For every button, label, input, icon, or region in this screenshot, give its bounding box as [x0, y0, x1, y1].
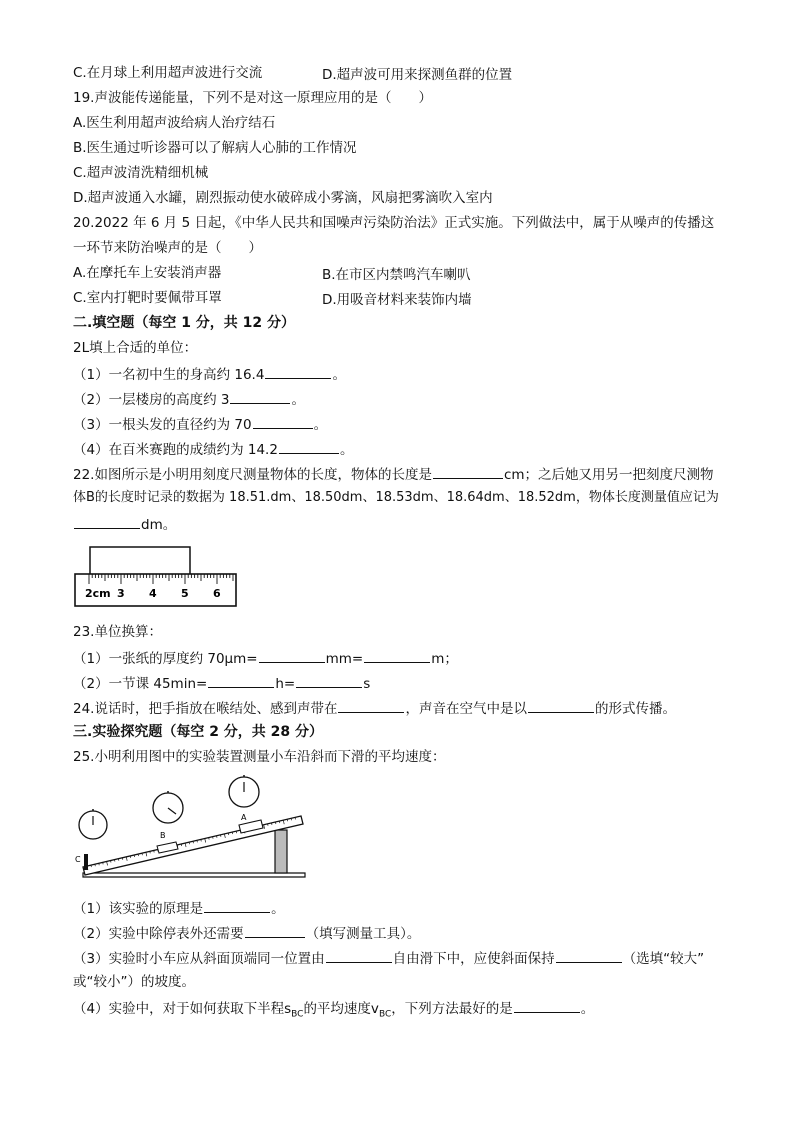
- stopwatch-icon-a: [229, 775, 259, 807]
- q20-stem-line1: 20.2022 年 6 月 5 日起，《中华人民共和国噪声污染防治法》正式实施。下列做法中，属于从噪声的传播这: [73, 215, 715, 231]
- q20-option-a: A.在摩托车上安装消声器: [73, 265, 222, 281]
- q21-stem: 2L填上合适的单位：: [73, 340, 198, 356]
- q23-item-2-mid: h=: [275, 676, 296, 692]
- incline-ruler: [83, 816, 303, 875]
- q25-item-4: [73, 997, 594, 1025]
- q21-item-1-text: （1）一名初中生的身高约 16.4: [73, 367, 265, 383]
- q24-text-1: 24.说话时，把手指放在喉结处、感到声带在: [73, 701, 338, 717]
- q25-item-2: [73, 922, 420, 944]
- q25-sub-bc-2: BC: [378, 1009, 392, 1020]
- section-fill-in-title: 二.填空题（每空 1 分，共 12 分）: [73, 315, 296, 331]
- q23-blank-1[interactable]: [259, 647, 325, 663]
- q24-text-3: 的形式传播。: [594, 701, 676, 717]
- ruler-label-3: 3: [117, 587, 125, 600]
- q22-line1: [73, 463, 714, 485]
- q21-item-2: [73, 388, 305, 410]
- q22-text-2: cm；之后她又用另一把刻度尺测物: [503, 467, 714, 483]
- q20-option-b: B.在市区内禁鸣汽车喇叭: [322, 267, 471, 283]
- q22-blank-1[interactable]: [433, 463, 503, 479]
- q25-item-4-mid: 的平均速度v: [303, 1001, 379, 1017]
- stopwatch-icon-b: [153, 791, 183, 823]
- stopwatch-icon-c: [79, 809, 107, 839]
- q23-stem: 23.单位换算：: [73, 624, 162, 640]
- q22-text-1: 22.如图所示是小明用刻度尺测量物体的长度，物体的长度是: [73, 467, 432, 483]
- q19-stem: 19.声波能传递能量，下列不是对这一原理应用的是（ ）: [73, 90, 432, 106]
- q25-item-4-end: 。: [580, 1001, 595, 1017]
- q18-option-c: C.在月球上利用超声波进行交流: [73, 65, 263, 81]
- measured-object: [90, 547, 190, 575]
- q25-item-4-text: （4）实验中，对于如何获取下半程s: [73, 1001, 292, 1017]
- q21-item-4-text: （4）在百米赛跑的成绩约为 14.2: [73, 442, 278, 458]
- q18-option-d: D.超声波可用来探测鱼群的位置: [322, 67, 513, 83]
- q25-item-1-end: 。: [271, 901, 285, 917]
- q25-item-3-cont: 或“较小”）的坡度。: [73, 974, 195, 990]
- q25-sub-bc-1: BC: [291, 1009, 304, 1020]
- ruler-label-6: 6: [213, 587, 221, 600]
- q21-item-2-end: 。: [291, 392, 305, 408]
- q21-item-4: [73, 438, 353, 460]
- q23-blank-2[interactable]: [364, 647, 430, 663]
- q25-blank-3[interactable]: [326, 947, 392, 963]
- q22-line3: [73, 513, 176, 535]
- q25-item-3: [73, 947, 704, 969]
- q25-blank-5[interactable]: [514, 997, 580, 1013]
- label-a: A: [241, 813, 247, 822]
- q21-item-3: [73, 413, 327, 435]
- q25-item-2-end: （填写测量工具）。: [305, 926, 421, 942]
- q23-item-1-text: （1）一张纸的厚度约 70μm=: [73, 651, 258, 667]
- q25-item-4-mid2: ，下列方法最好的是: [391, 1001, 513, 1017]
- q25-item-3-mid: 自由滑下中，应使斜面保持: [392, 951, 555, 967]
- incline-figure: [73, 772, 309, 884]
- q24-blank-2[interactable]: [528, 697, 594, 713]
- metal-stop: [84, 854, 88, 870]
- q25-item-3-end: （选填“较大”: [622, 951, 705, 967]
- q25-blank-2[interactable]: [245, 922, 305, 938]
- ruler-label-4: 4: [149, 587, 157, 600]
- q23-item-2: [73, 672, 370, 694]
- q19-option-d: D.超声波通入水罐，剧烈振动使水破碎成小雾滴，风扇把雾滴吹入室内: [73, 190, 493, 206]
- q25-item-1-text: （1）该实验的原理是: [73, 901, 204, 917]
- q22-line2: 体B的长度时记录的数据为 18.51.dm、18.50dm、18.53dm、18.64dm、18.52dm，物体长度测量值应记为: [73, 490, 719, 505]
- section-experiment-title: 三.实验探究题（每空 2 分，共 28 分）: [73, 724, 324, 740]
- q23-item-2-text: （2）一节课 45min=: [73, 676, 208, 692]
- q25-item-3-text: （3）实验时小车应从斜面顶端同一位置由: [73, 951, 325, 967]
- ruler-figure: [73, 546, 239, 608]
- q23-blank-4[interactable]: [296, 672, 362, 688]
- q20-option-c: C.室内打靶时要佩带耳罩: [73, 290, 222, 306]
- q21-item-4-end: 。: [339, 442, 354, 458]
- label-b: B: [160, 831, 166, 840]
- q20-stem-line2: 一环节来防治噪声的是（ ）: [73, 240, 262, 256]
- q23-item-1: [73, 647, 458, 669]
- q21-item-3-text: （3）一根头发的直径约为 70: [73, 417, 252, 433]
- q24-line: [73, 697, 676, 719]
- q23-blank-3[interactable]: [208, 672, 274, 688]
- ruler-label-5: 5: [181, 587, 189, 600]
- support-block: [275, 830, 287, 873]
- q21-blank-4[interactable]: [279, 438, 339, 454]
- q24-text-2: ，声音在空气中是以: [405, 701, 527, 717]
- q21-item-1: [73, 363, 346, 385]
- base-board: [83, 873, 305, 877]
- q23-item-1-end: m；: [431, 651, 458, 667]
- label-c: C: [75, 855, 81, 864]
- q25-item-2-text: （2）实验中除停表外还需要: [73, 926, 244, 942]
- q23-item-2-end: s: [363, 676, 371, 692]
- q21-item-1-end: 。: [332, 367, 346, 383]
- q21-blank-2[interactable]: [230, 388, 290, 404]
- q23-item-1-mid: mm=: [325, 651, 364, 667]
- q25-blank-1[interactable]: [204, 897, 270, 913]
- q21-blank-1[interactable]: [265, 363, 331, 379]
- q22-blank-2[interactable]: [74, 513, 140, 529]
- q25-blank-4[interactable]: [556, 947, 622, 963]
- q20-option-d: D.用吸音材料来装饰内墙: [322, 292, 472, 308]
- q19-option-b: B.医生通过听诊器可以了解病人心肺的工作情况: [73, 140, 357, 156]
- q21-blank-3[interactable]: [253, 413, 313, 429]
- q25-stem: 25.小明利用图中的实验装置测量小车沿斜而下滑的平均速度：: [73, 749, 446, 765]
- q19-option-c: C.超声波清洗精细机械: [73, 165, 209, 181]
- q21-item-2-text: （2）一层楼房的高度约 3: [73, 392, 230, 408]
- q22-text-3: dm。: [141, 517, 177, 533]
- q21-item-3-end: 。: [313, 417, 328, 433]
- q19-option-a: A.医生利用超声波给病人治疗结石: [73, 115, 276, 131]
- q25-item-1: [73, 897, 285, 919]
- ruler-label-2cm: 2cm: [85, 587, 111, 600]
- q24-blank-1[interactable]: [338, 697, 404, 713]
